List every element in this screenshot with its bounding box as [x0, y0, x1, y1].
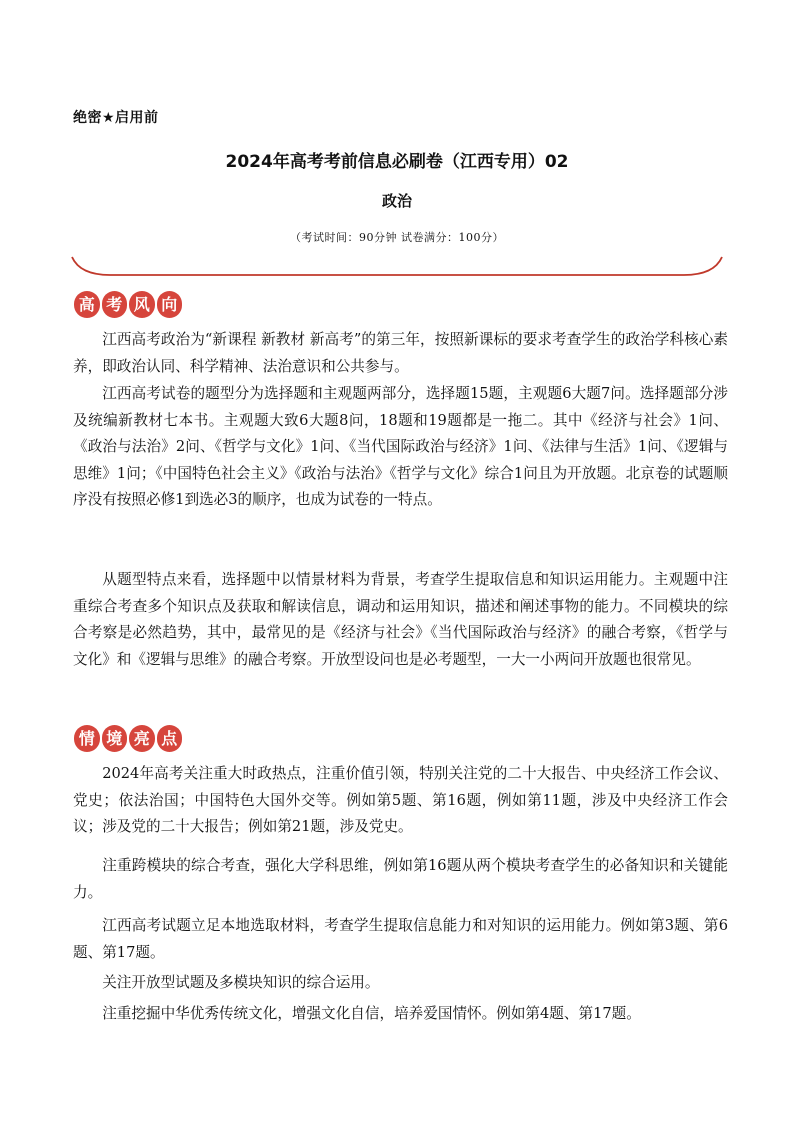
- section-badge-gaokao-trend: [74, 291, 182, 318]
- paragraph: 江西高考政治为“新课程 新教材 新高考”的第三年，按照新课标的要求考查学生的政治学科核心素养，即政治认同、科学精神、法治意识和公共参与。: [73, 331, 728, 375]
- badge-char: 点: [157, 725, 183, 752]
- paragraph: 江西高考试卷的题型分为选择题和主观题两部分，选择题15题，主观题6大题7问。选择题部分涉及统编新教材七本书。主观题大致6大题8问，18题和19题都是一拖二。其中《经济与社会》1问、《政治与法治》2问、《哲学与文化》1问、《当代国际政治与经济》1问、《法律与生活》1问、《逻辑与思维》1问；《中国特色社会主义》《政治与法治》《哲学与文化》综合1问且为开放题。北京卷的试题顺序没有按照必修1到选必3的顺序，也成为试卷的一特点。: [73, 385, 728, 508]
- badge-char: 考: [102, 291, 128, 318]
- badge-char: 境: [102, 725, 128, 752]
- badge-char: 风: [129, 291, 155, 318]
- paragraph: 注重挖掘中华优秀传统文化，增强文化自信，培养爱国情怀。例如第4题、第17题。: [102, 1005, 641, 1022]
- badge-char: 亮: [129, 725, 155, 752]
- paper-title: 2024年高考考前信息必刷卷（江西专用）02: [225, 152, 569, 172]
- header-divider: [70, 254, 724, 278]
- paragraph: 从题型特点来看，选择题中以情景材料为背景，考查学生提取信息和知识运用能力。主观题中注重综合考查多个知识点及获取和解读信息，调动和运用知识，描述和阐述事物的能力。不同模块的综合考察是必然趋势，其中，最常见的是《经济与社会》《当代国际政治与经济》的融合考察，《哲学与文化》和《逻辑与思维》的融合考察。开放型设问也是必考题型，一大一小两问开放题也很常见。: [73, 571, 728, 668]
- exam-info: （考试时间：90分钟 试卷满分：100分）: [290, 231, 504, 244]
- paragraph: 2024年高考关注重大时政热点，注重价值引领，特别关注党的二十大报告、中央经济工作会议、党史；依法治国；中国特色大国外交等。例如第5题、第16题，例如第11题，涉及中央经济工作会议；涉及党的二十大报告；例如第21题，涉及党史。: [73, 765, 728, 835]
- badge-char: 情: [74, 725, 100, 752]
- confidential-mark: 绝密★启用前: [73, 110, 159, 126]
- paragraph: 注重跨模块的综合考查，强化大学科思维，例如第16题从两个模块考查学生的必备知识和关键能力。: [73, 857, 728, 901]
- badge-char: 高: [74, 291, 100, 318]
- paragraph: 关注开放型试题及多模块知识的综合运用。: [102, 974, 380, 991]
- section-badge-context-highlights: [74, 725, 182, 752]
- badge-char: 向: [157, 291, 183, 318]
- subject-name: 政治: [381, 192, 412, 210]
- paragraph: 江西高考试题立足本地选取材料，考查学生提取信息能力和对知识的运用能力。例如第3题、第6题、第17题。: [73, 917, 728, 961]
